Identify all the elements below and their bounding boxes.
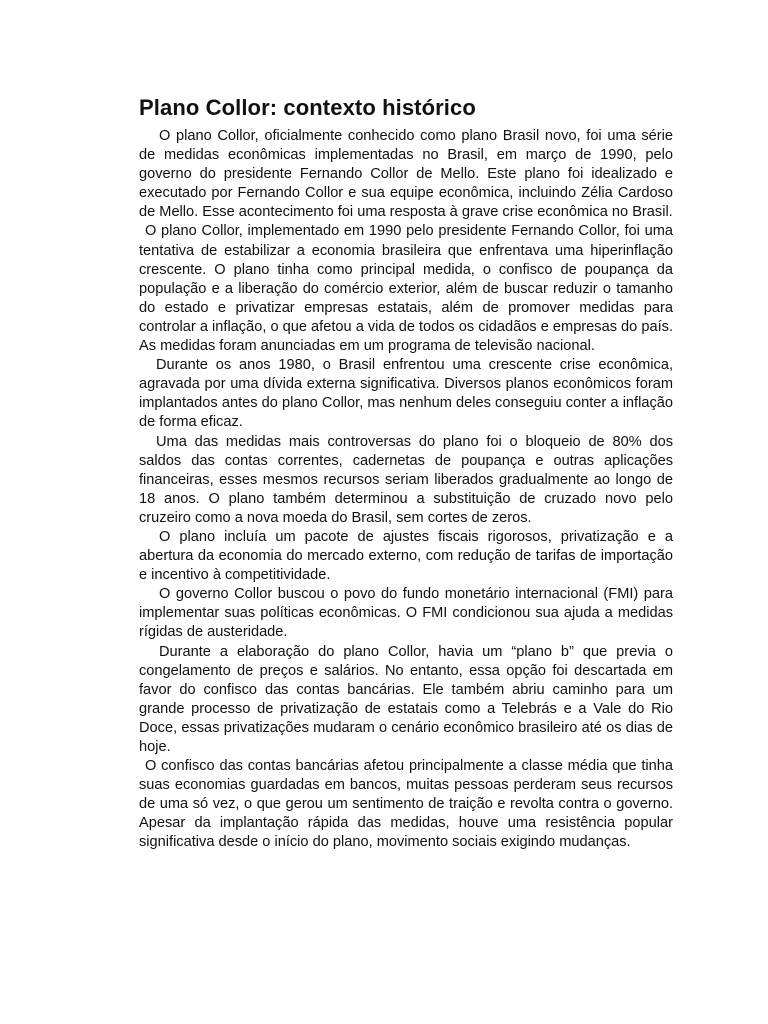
paragraph-7: Durante a elaboração do plano Collor, havia um “plano b” que previa o congelamento de preços e salários. No entanto, essa opção foi descartada em favor do confisco das contas bancárias. Ele também abriu caminho para um grande processo de privatização de estatais como a Telebrás e a Vale do Rio Doce, essas privatizações mudaram o cenário econômico brasileiro até os dias de hoje. [139, 643, 673, 755]
paragraph-2: O plano Collor, implementado em 1990 pelo presidente Fernando Collor, foi uma tentativa de estabilizar a economia brasileira que enfrentava uma hiperinflação crescente. O plano tinha como principal medida, o confisco de poupança da população e a liberação do comércio exterior, além de buscar reduzir o tamanho do estado e privatizar empresas estatais, além de promover medidas para controlar a inflação, o que afetou a vida de todos os cidadãos e empresas do país. As medidas foram anunciadas em um programa de televisão nacional. [139, 223, 673, 355]
paragraph-5: O plano incluía um pacote de ajustes fiscais rigorosos, privatização e a abertura da economia do mercado externo, com redução de tarifas de importação e incentivo à competitividade. [139, 528, 673, 584]
paragraph-1: O plano Collor, oficialmente conhecido como plano Brasil novo, foi uma série de medidas econômicas implementadas no Brasil, em março de 1990, pelo governo do presidente Fernando Collor de Mello. Este plano foi idealizado e executado por Fernando Collor e sua equipe econômica, incluindo Zélia Cardoso de Mello. Esse acontecimento foi uma resposta à grave crise econômica no Brasil. [139, 128, 673, 221]
paragraph-8: O confisco das contas bancárias afetou principalmente a classe média que tinha suas economias guardadas em bancos, muitas pessoas perderam seus recursos de uma só vez, o que gerou um sentimento de traição e revolta contra o governo. Apesar da implantação rápida das medidas, houve uma resistência popular significativa desde o início do plano, movimento sociais exigindo mudanças. [139, 758, 673, 851]
document-page [139, 94, 673, 853]
paragraph-3: Durante os anos 1980, o Brasil enfrentou uma crescente crise econômica, agravada por uma dívida externa significativa. Diversos planos econômicos foram implantados antes do plano Collor, mas nenhum deles conseguiu conter a inflação de forma eficaz. [139, 357, 673, 431]
paragraph-6: O governo Collor buscou o povo do fundo monetário internacional (FMI) para implementar suas políticas econômicas. O FMI condicionou sua ajuda a medidas rígidas de austeridade. [139, 586, 673, 641]
paragraph-4: Uma das medidas mais controversas do plano foi o bloqueio de 80% dos saldos das contas correntes, cadernetas de poupança e outras aplicações financeiras, esses mesmos recursos seriam liberados gradualmente ao longo de 18 anos. O plano também determinou a substituição de cruzado novo pelo cruzeiro como a nova moeda do Brasil, sem cortes de zeros. [139, 433, 673, 526]
page-title: Plano Collor: contexto histórico [139, 95, 476, 120]
